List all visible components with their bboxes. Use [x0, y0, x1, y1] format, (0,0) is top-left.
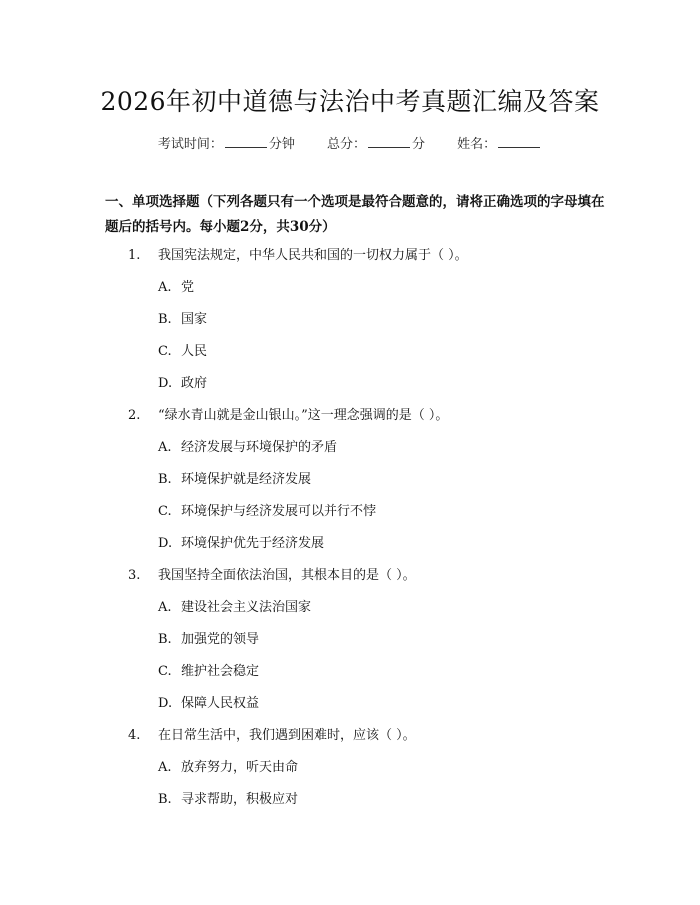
option-letter: D. [158, 376, 173, 391]
option-text: 人民 [181, 344, 208, 359]
question-stem: “绿水青山就是金山银山。”这一理念强调的是（ ）。 [158, 408, 449, 423]
option-text: 寻求帮助，积极应对 [181, 792, 299, 807]
page-title: 2026年初中道德与法治中考真题汇编及答案 [100, 87, 600, 116]
question-3-option [0, 688, 700, 720]
total-score-field [327, 133, 425, 152]
option-letter: C. [158, 504, 172, 519]
section-heading: 一、单项选择题（下列各题只有一个选项是最符合题意的，请将正确选项的字母填在题后的括号内。每小题2分，共30分） [105, 194, 605, 235]
exam-time-field [158, 133, 295, 152]
option-text: 国家 [181, 312, 208, 327]
option-letter: A. [158, 600, 172, 615]
option-letter: A. [158, 760, 172, 775]
exam-time-label: 考试时间： [157, 137, 223, 152]
question-number: 3. [128, 568, 141, 583]
name-blank [498, 135, 540, 148]
option-text: 环境保护与经济发展可以并行不悖 [181, 504, 377, 519]
option-letter: B. [158, 312, 172, 327]
option-letter: B. [158, 632, 172, 647]
option-text: 建设社会主义法治国家 [181, 600, 312, 615]
option-text: 加强党的领导 [181, 632, 260, 647]
option-text: 政府 [181, 376, 208, 391]
question-3-option [0, 592, 700, 624]
question-stem: 我国坚持全面依法治国，其根本目的是（ ）。 [158, 568, 416, 583]
question-3 [0, 560, 700, 592]
question-1-option [0, 368, 700, 400]
question-4-option [0, 784, 700, 816]
question-1-option [0, 336, 700, 368]
option-letter: D. [158, 536, 173, 551]
question-number: 4. [128, 728, 141, 743]
question-1 [0, 240, 700, 272]
question-1-option [0, 272, 700, 304]
option-text: 环境保护就是经济发展 [181, 472, 312, 487]
name-field [457, 133, 542, 152]
option-text: 环境保护优先于经济发展 [181, 536, 325, 551]
question-stem: 我国宪法规定，中华人民共和国的一切权力属于（ ）。 [158, 248, 468, 263]
question-2-option [0, 496, 700, 528]
option-letter: A. [158, 440, 172, 455]
question-2-option [0, 432, 700, 464]
option-letter: B. [158, 792, 172, 807]
name-label: 姓名： [457, 137, 497, 152]
option-text: 放弃努力，听天由命 [181, 760, 299, 775]
total-score-label: 总分： [326, 137, 366, 152]
question-stem: 在日常生活中，我们遇到困难时，应该（ ）。 [158, 728, 416, 743]
question-1-option [0, 304, 700, 336]
exam-time-unit: 分钟 [268, 137, 295, 152]
option-text: 党 [181, 280, 195, 295]
total-score-unit: 分 [412, 137, 426, 152]
question-4 [0, 720, 700, 752]
question-4-option [0, 752, 700, 784]
total-score-blank [368, 135, 410, 148]
option-letter: D. [158, 696, 173, 711]
option-text: 保障人民权益 [181, 696, 260, 711]
option-letter: A. [158, 280, 172, 295]
question-list [0, 240, 700, 816]
question-3-option [0, 656, 700, 688]
question-number: 2. [128, 408, 141, 423]
option-letter: C. [158, 344, 172, 359]
question-2-option [0, 528, 700, 560]
question-2 [0, 400, 700, 432]
question-number: 1. [128, 248, 141, 263]
exam-time-blank [225, 135, 267, 148]
option-text: 经济发展与环境保护的矛盾 [181, 440, 338, 455]
exam-meta [0, 133, 700, 152]
option-letter: C. [158, 664, 172, 679]
option-text: 维护社会稳定 [181, 664, 260, 679]
question-3-option [0, 624, 700, 656]
option-letter: B. [158, 472, 172, 487]
question-2-option [0, 464, 700, 496]
